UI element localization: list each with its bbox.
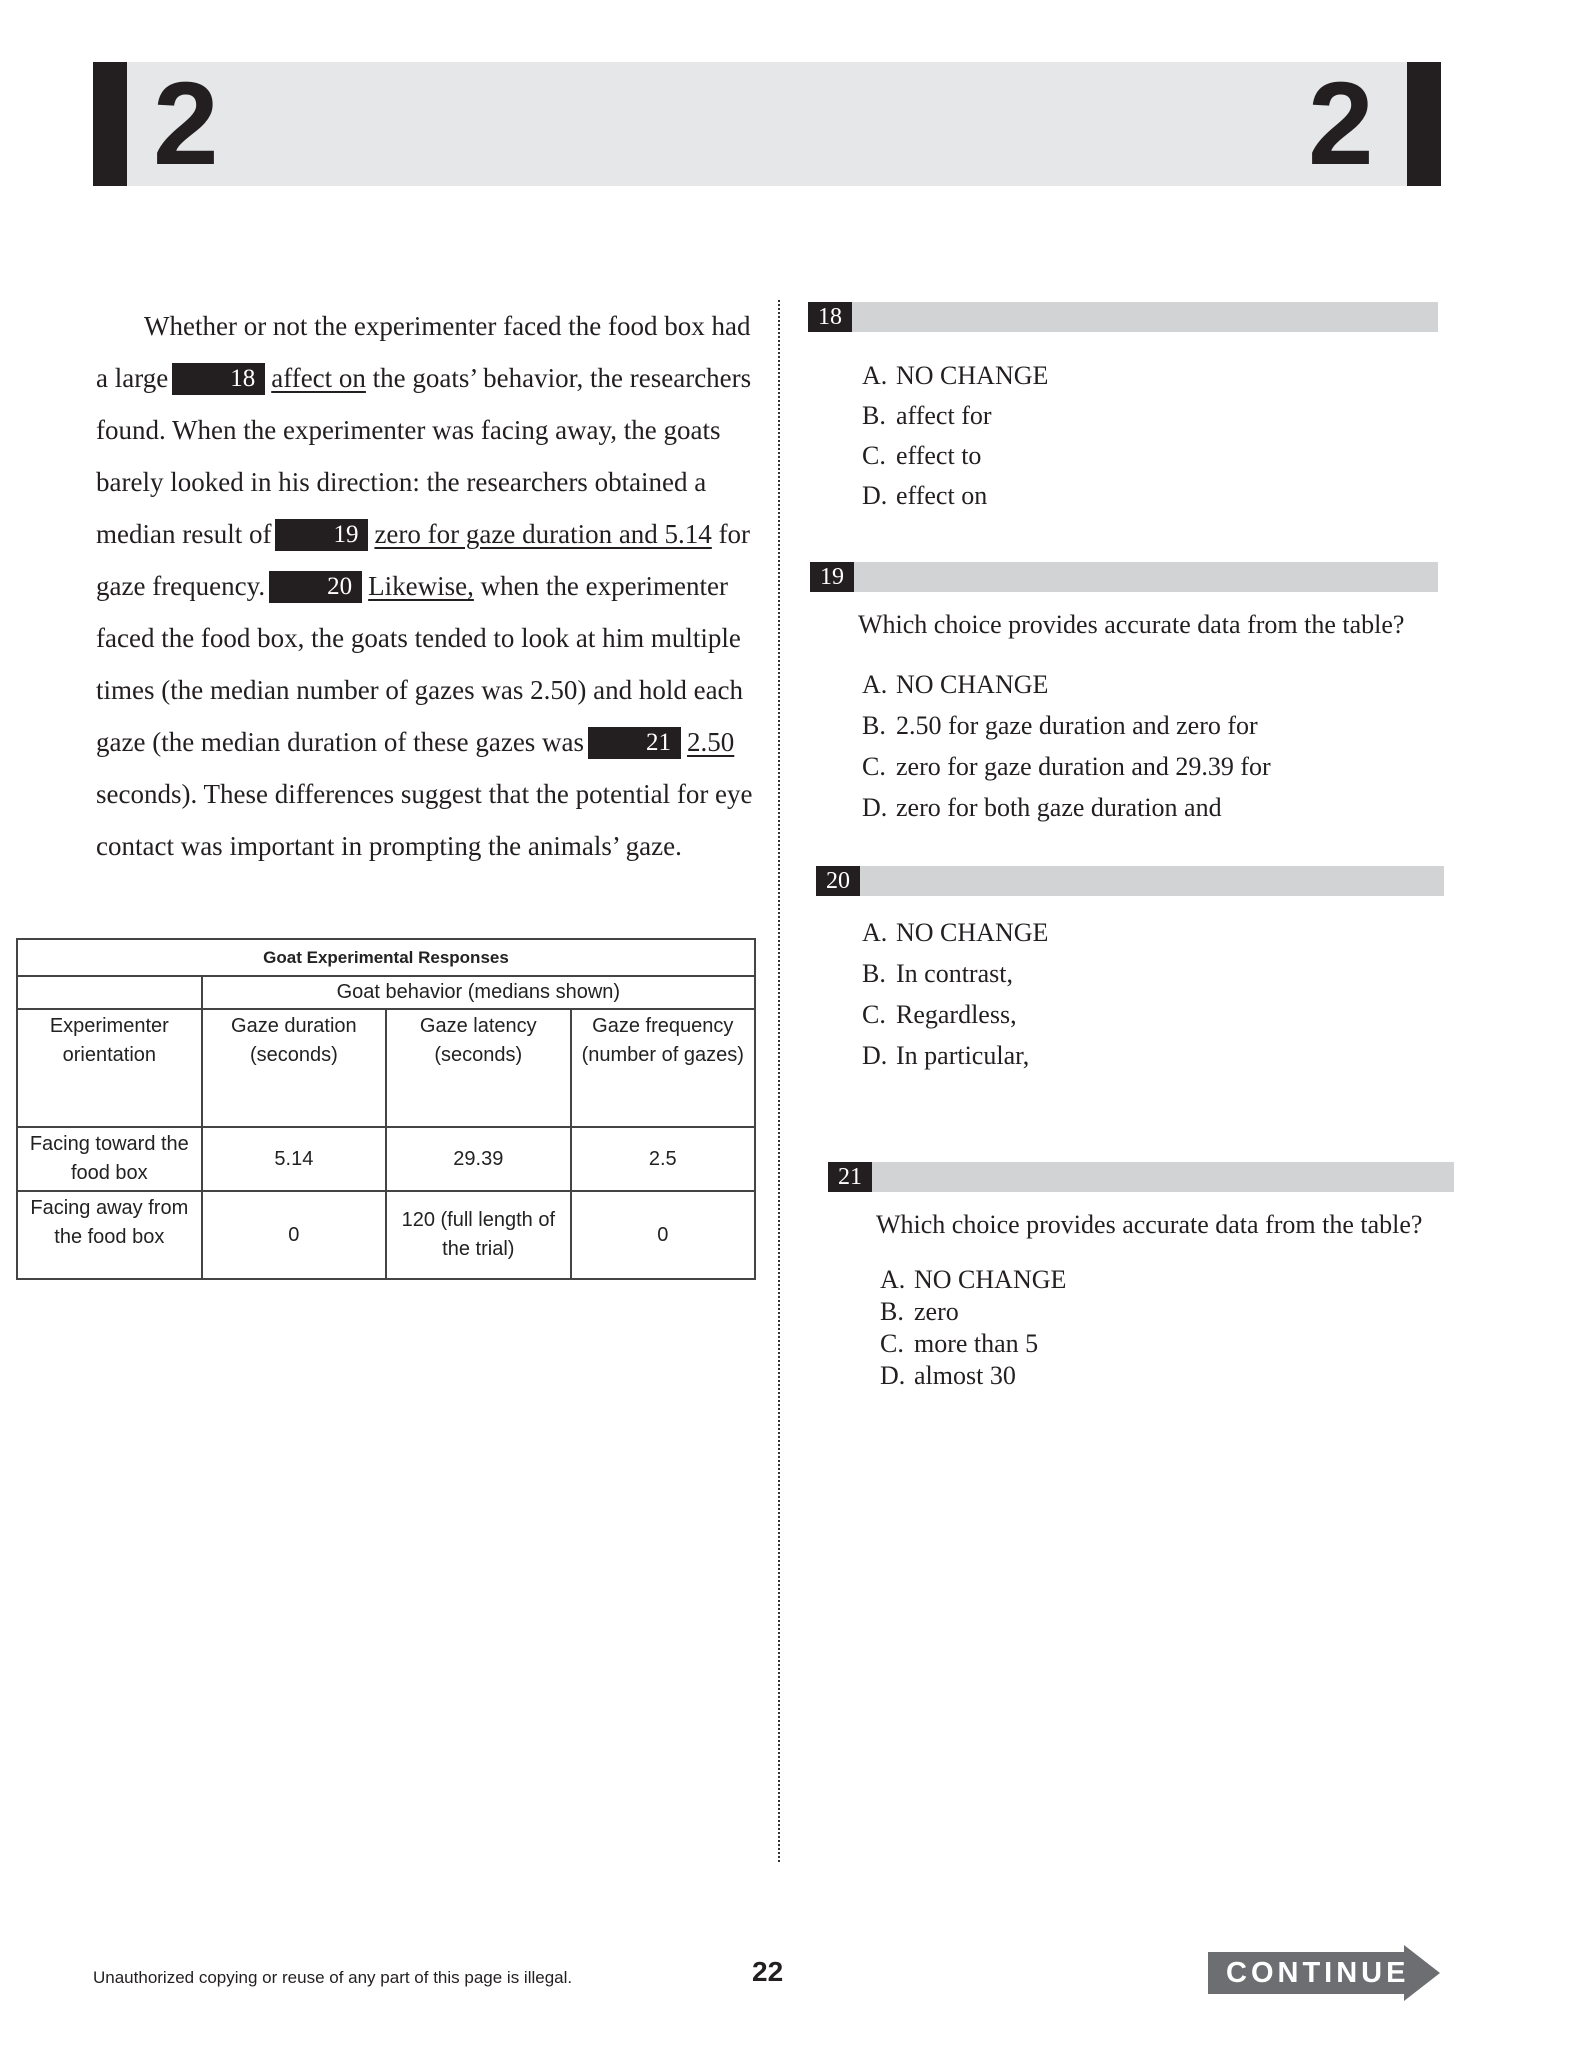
table-cell: Facing away from the food box xyxy=(17,1191,202,1279)
section-number-right: 2 xyxy=(1308,58,1374,190)
answer-option-21d[interactable] xyxy=(880,1360,1066,1392)
question-21-number: 21 xyxy=(828,1162,872,1192)
option-text: more than 5 xyxy=(914,1329,1039,1358)
option-text: almost 30 xyxy=(914,1361,1016,1390)
option-letter: B. xyxy=(862,711,886,740)
answer-option-19c[interactable] xyxy=(862,746,1271,787)
option-letter: A. xyxy=(862,361,888,390)
page-number: 22 xyxy=(752,1956,784,1987)
table-header: Gaze frequency (number of gazes) xyxy=(571,1009,755,1127)
continue-button[interactable] xyxy=(1208,1945,1440,2001)
answer-option-18b[interactable] xyxy=(862,396,1048,436)
answer-option-19b[interactable] xyxy=(862,705,1271,746)
question-18-header xyxy=(808,302,1438,332)
question-marker-20[interactable]: 20 xyxy=(269,571,362,603)
copyright-notice: Unauthorized copying or reuse of any part of this page is illegal. xyxy=(93,1968,573,1987)
question-19-header xyxy=(810,562,1438,592)
table-cell: 2.5 xyxy=(571,1127,755,1191)
table-cell: 0 xyxy=(571,1191,755,1279)
option-text: 2.50 for gaze duration and zero for xyxy=(896,711,1258,740)
option-text: NO CHANGE xyxy=(896,361,1049,390)
answer-option-18a[interactable] xyxy=(862,356,1048,396)
question-19-stem: Which choice provides accurate data from the table? xyxy=(858,610,1405,639)
question-20-header xyxy=(816,866,1444,896)
option-text: In particular, xyxy=(896,1041,1030,1070)
question-19-number: 19 xyxy=(810,562,854,592)
option-text: zero for both gaze duration and xyxy=(896,793,1222,822)
answer-option-18d[interactable] xyxy=(862,476,1048,516)
underlined-portion-19[interactable]: zero for gaze duration and 5.14 xyxy=(374,519,712,549)
table-header: Experimenter orientation xyxy=(17,1009,202,1127)
passage-text: seconds). These differences suggest that the potential for eye contact was important in prompting the animals’ gaze. xyxy=(96,779,753,861)
option-letter: D. xyxy=(862,481,888,510)
answer-option-21c[interactable] xyxy=(880,1328,1066,1360)
table-cell: 0 xyxy=(202,1191,386,1279)
table-cell: 5.14 xyxy=(202,1127,386,1191)
option-letter: C. xyxy=(862,441,886,470)
question-marker-18[interactable]: 18 xyxy=(172,363,265,395)
passage-text: when the experimenter faced the food box, the goats tended to look at him multiple times (the median number of gazes was 2.50) and hold each gaze (the median duration of these gazes was xyxy=(96,571,744,757)
option-letter: C. xyxy=(880,1329,904,1358)
option-letter: A. xyxy=(862,670,888,699)
option-text: NO CHANGE xyxy=(896,918,1049,947)
option-letter: C. xyxy=(862,752,886,781)
column-divider xyxy=(778,300,780,1862)
answer-option-21a[interactable] xyxy=(880,1264,1066,1296)
table-title: Goat Experimental Responses xyxy=(17,939,755,976)
passage-paragraph xyxy=(96,300,756,872)
passage-text: the goats’ behavior, the researchers found. When the experimenter was facing away, the goats barely looked in his direction: the researchers obtained a median result of xyxy=(96,363,752,549)
question-21-stem: Which choice provides accurate data from the table? xyxy=(876,1210,1423,1239)
question-20-options xyxy=(862,912,1048,1076)
option-text: zero for gaze duration and 29.39 for xyxy=(896,752,1271,781)
table-cell: 29.39 xyxy=(386,1127,570,1191)
option-text: In contrast, xyxy=(896,959,1013,988)
answer-option-18c[interactable] xyxy=(862,436,1048,476)
option-letter: B. xyxy=(862,401,886,430)
continue-label: CONTINUE xyxy=(1226,1957,1410,1989)
table-row xyxy=(17,1127,755,1191)
option-letter: A. xyxy=(862,918,888,947)
option-letter: D. xyxy=(862,1041,888,1070)
goat-data-table xyxy=(16,938,756,1280)
table-subtitle: Goat behavior (medians shown) xyxy=(202,976,755,1009)
underlined-portion-20[interactable]: Likewise, xyxy=(368,571,474,601)
question-18-number: 18 xyxy=(808,302,852,332)
section-header-band xyxy=(93,58,1441,190)
header-left-bar xyxy=(93,62,127,186)
underlined-portion-18[interactable]: affect on xyxy=(271,363,366,393)
answer-option-21b[interactable] xyxy=(880,1296,1066,1328)
passage-text: Whether or not the experimenter faced the food box had a large xyxy=(96,311,751,393)
answer-option-20b[interactable] xyxy=(862,953,1048,994)
question-21-header xyxy=(828,1162,1454,1192)
option-letter: B. xyxy=(880,1297,904,1326)
answer-option-19d[interactable] xyxy=(862,787,1271,828)
option-letter: C. xyxy=(862,1000,886,1029)
question-18-options xyxy=(862,356,1048,516)
answer-option-20d[interactable] xyxy=(862,1035,1048,1076)
option-text: Regardless, xyxy=(896,1000,1017,1029)
question-marker-21[interactable]: 21 xyxy=(588,727,681,759)
table-cell: Facing toward the food box xyxy=(17,1127,202,1191)
passage-text: for gaze frequency. xyxy=(96,519,751,601)
table-header: Gaze duration (seconds) xyxy=(202,1009,386,1127)
option-letter: A. xyxy=(880,1265,906,1294)
table-cell: 120 (full length of the trial) xyxy=(386,1191,570,1279)
option-text: NO CHANGE xyxy=(914,1265,1067,1294)
section-number-left: 2 xyxy=(153,58,219,190)
data-table-container xyxy=(16,938,756,1280)
question-19-options xyxy=(862,664,1271,828)
option-letter: D. xyxy=(880,1361,906,1390)
option-text: NO CHANGE xyxy=(896,670,1049,699)
option-text: zero xyxy=(914,1297,959,1326)
table-row xyxy=(17,1191,755,1279)
option-text: affect for xyxy=(896,401,992,430)
question-marker-19[interactable]: 19 xyxy=(275,519,368,551)
underlined-portion-21[interactable]: 2.50 xyxy=(687,727,735,757)
question-21-options xyxy=(880,1264,1066,1392)
answer-option-20c[interactable] xyxy=(862,994,1048,1035)
table-header: Gaze latency (seconds) xyxy=(386,1009,570,1127)
option-text: effect to xyxy=(896,441,982,470)
question-20-number: 20 xyxy=(816,866,860,896)
answer-option-19a[interactable] xyxy=(862,664,1271,705)
header-right-bar xyxy=(1407,62,1441,186)
option-text: effect on xyxy=(896,481,988,510)
passage xyxy=(96,300,756,872)
answer-option-20a[interactable] xyxy=(862,912,1048,953)
option-letter: D. xyxy=(862,793,888,822)
option-letter: B. xyxy=(862,959,886,988)
